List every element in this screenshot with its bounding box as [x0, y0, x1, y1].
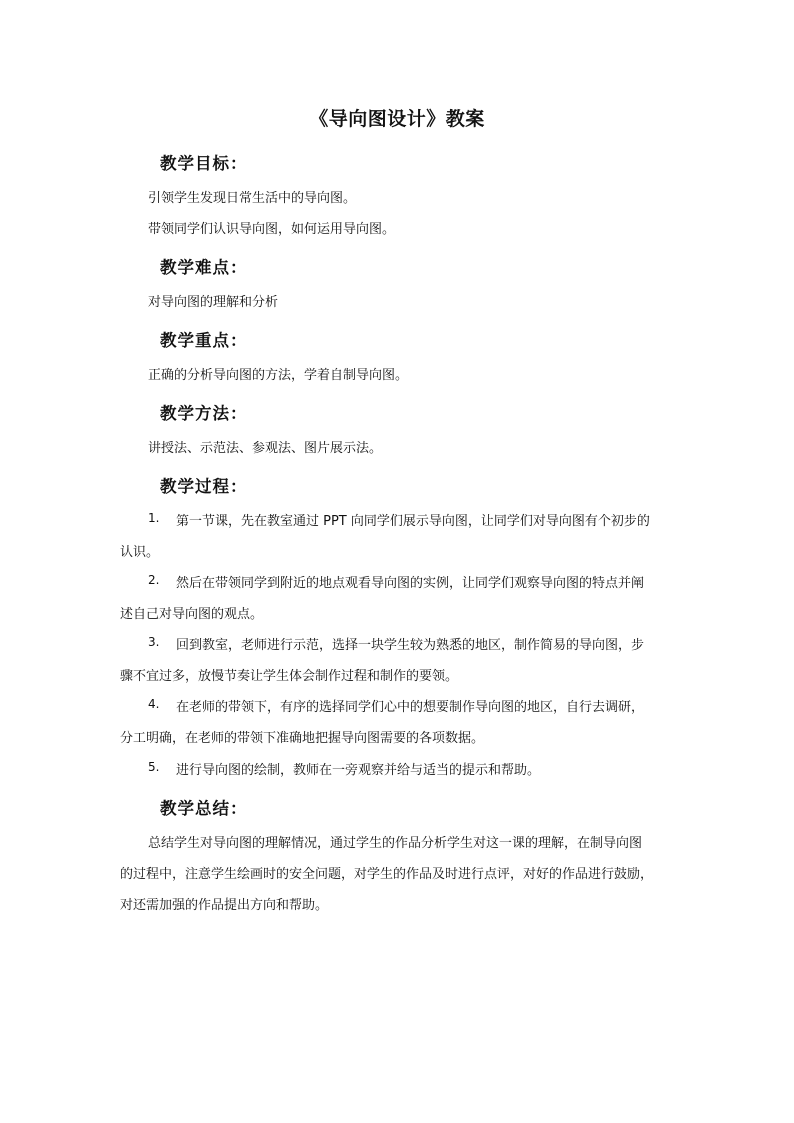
process-item-3-line-1: 回到教室，老师进行示范，选择一块学生较为熟悉的地区，制作简易的导向图，步 [176, 638, 645, 653]
process-item-4-line-2: 分工明确，在老师的带领下准确地把握导向图需要的各项数据。 [120, 731, 485, 746]
difficulty-line-1: 对导向图的理解和分析 [148, 295, 279, 310]
process-item-2-number: 2. [148, 573, 160, 587]
key-line-1: 正确的分析导向图的方法，学着自制导向图。 [148, 368, 409, 383]
goal-line-2: 带领同学们认识导向图，如何运用导向图。 [148, 222, 396, 237]
process-item-4-number: 4. [148, 697, 160, 711]
summary-line-3: 对还需加强的作品提出方向和帮助。 [120, 898, 329, 913]
process-item-5-line-1: 进行导向图的绘制，教师在一旁观察并给与适当的提示和帮助。 [176, 763, 541, 778]
method-line-1: 讲授法、示范法、参观法、图片展示法。 [148, 441, 383, 456]
process-item-2-line-1: 然后在带领同学到附近的地点观看导向图的实例，让同学们观察导向图的特点并阐 [176, 576, 645, 591]
section-heading-difficulty: 教学难点： [160, 258, 248, 277]
section-heading-method: 教学方法： [160, 404, 248, 423]
process-item-5-number: 5. [148, 760, 160, 774]
section-heading-goal: 教学目标： [160, 154, 248, 173]
process-item-4-line-1: 在老师的带领下，有序的选择同学们心中的想要制作导向图的地区，自行去调研， [176, 700, 645, 715]
goal-line-1: 引领学生发现日常生活中的导向图。 [148, 191, 357, 206]
process-item-1-number: 1. [148, 511, 160, 525]
section-heading-process: 教学过程： [160, 477, 248, 496]
process-item-1-line-2: 认识。 [120, 545, 160, 560]
section-heading-summary: 教学总结： [160, 799, 248, 818]
process-item-3-number: 3. [148, 635, 160, 649]
section-heading-key: 教学重点： [160, 331, 248, 350]
process-item-1-line-1: 第一节课，先在教室通过 PPT 向同学们展示导向图，让同学们对导向图有个初步的 [176, 514, 650, 529]
process-item-2-line-2: 述自己对导向图的观点。 [120, 607, 264, 622]
process-item-3-line-2: 骤不宜过多，放慢节奏让学生体会制作过程和制作的要领。 [120, 669, 459, 684]
document-title: 《导向图设计》教案 [309, 108, 485, 130]
summary-line-2: 的过程中，注意学生绘画时的安全问题，对学生的作品及时进行点评，对好的作品进行鼓励， [120, 867, 654, 882]
summary-line-1: 总结学生对导向图的理解情况，通过学生的作品分析学生对这一课的理解，在制导向图 [148, 836, 643, 851]
